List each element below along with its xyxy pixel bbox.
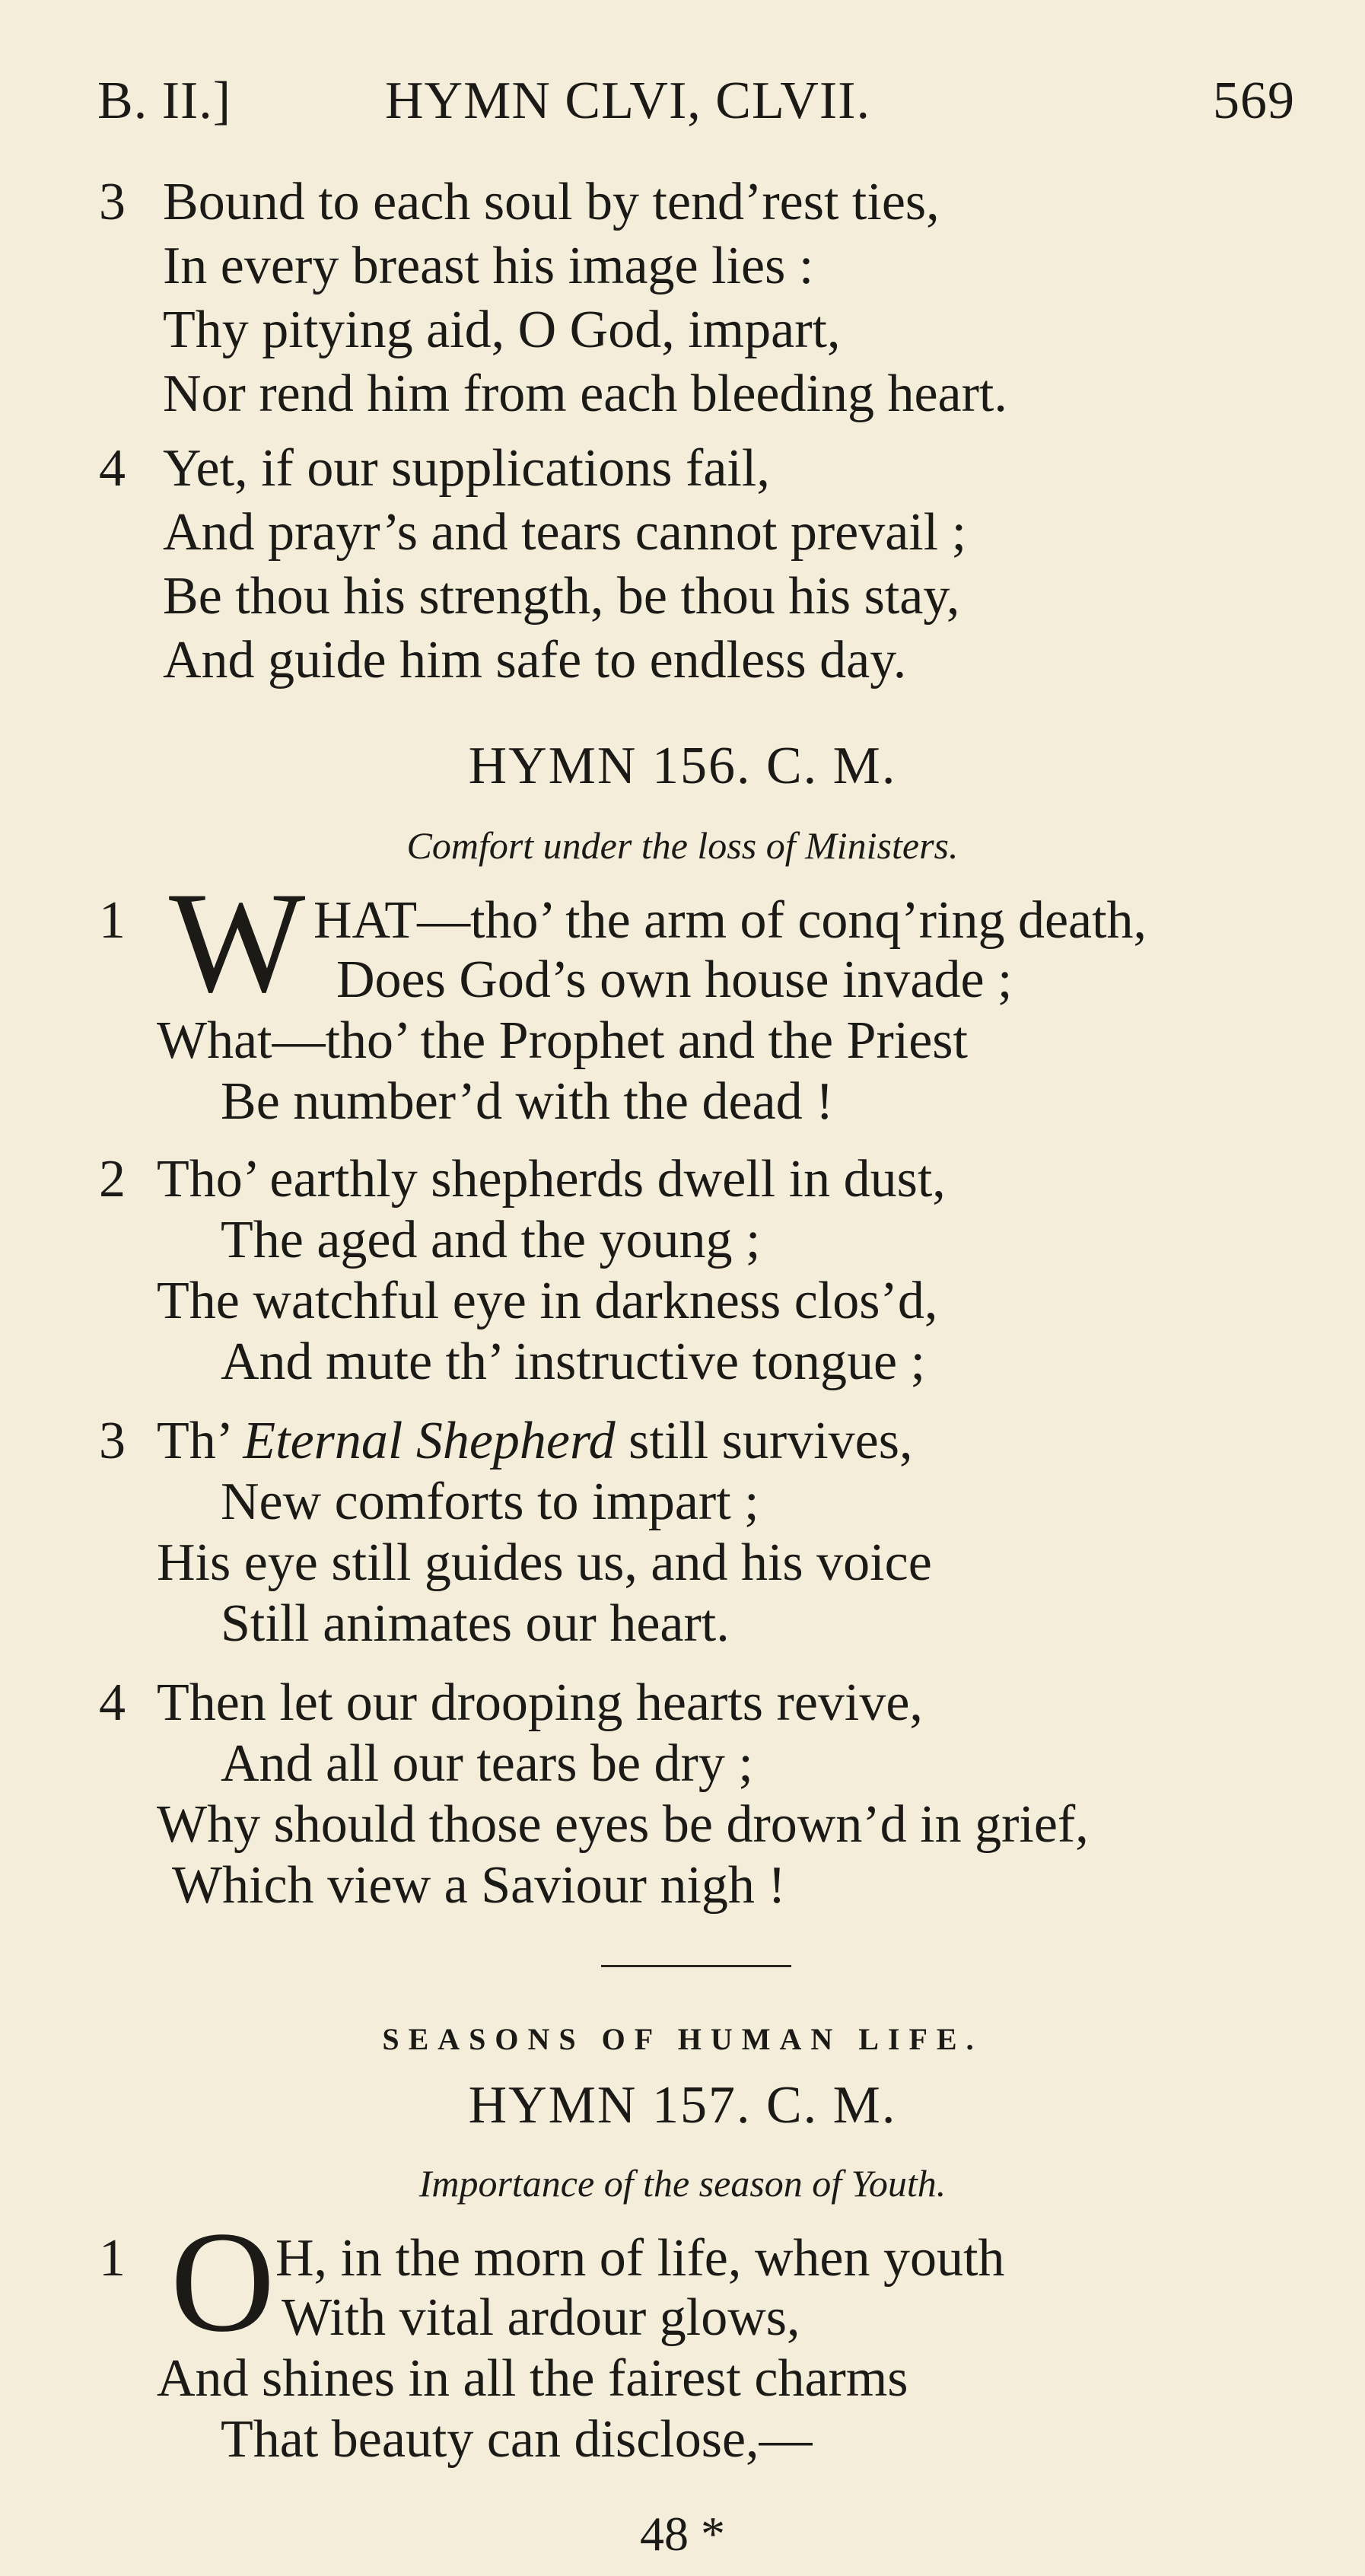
- verse-line: In every breast his image lies :: [163, 237, 814, 295]
- verse-line: Why should those eyes be drown’d in grief,: [157, 1795, 1089, 1854]
- stanza-number: 2: [99, 1150, 126, 1208]
- hymn-156-subtitle: Comfort under the loss of Ministers.: [406, 824, 959, 867]
- verse-line: What—tho’ the Prophet and the Priest: [157, 1011, 968, 1070]
- stanza-number: 3: [99, 1412, 126, 1470]
- hymn-157-subtitle: Importance of the season of Youth.: [418, 2162, 947, 2205]
- verse-line: That beauty can disclose,—: [221, 2410, 813, 2469]
- stanza-number: 4: [99, 1673, 126, 1732]
- page-number: 569: [1213, 72, 1295, 130]
- signature-mark: 48 *: [640, 2507, 725, 2561]
- verse-line: And all our tears be dry ;: [221, 1734, 753, 1793]
- verse-line: H, in the morn of life, when youth: [275, 2229, 1005, 2288]
- verse-line: And shines in all the fairest charms: [157, 2349, 908, 2408]
- verse-text: still survives,: [615, 1412, 913, 1470]
- verse-line: Bound to each soul by tend’rest ties,: [163, 173, 940, 231]
- verse-line: Does God’s own house invade ;: [336, 950, 1013, 1009]
- verse-line: HAT—tho’ the arm of conq’ring death,: [313, 891, 1147, 950]
- running-header: [97, 67, 1295, 135]
- verse-line: And mute th’ instructive tongue ;: [221, 1333, 926, 1391]
- verse-line: With vital ardour glows,: [282, 2288, 800, 2347]
- header-book-section: B. II.]: [97, 72, 232, 130]
- verse-line-mixed: [157, 1409, 912, 1473]
- verse-line: Still animates our heart.: [221, 1594, 730, 1653]
- verse-line: Then let our drooping hearts revive,: [157, 1673, 923, 1732]
- hymn-156-title: HYMN 156. C. M.: [468, 737, 897, 795]
- section-heading: SEASONS OF HUMAN LIFE.: [382, 2022, 983, 2056]
- drop-cap: O: [170, 2202, 275, 2362]
- emphasized-text: Eternal Shepherd: [243, 1412, 616, 1470]
- header-hymn-range: HYMN CLVI, CLVII.: [385, 72, 870, 130]
- verse-line: Be thou his strength, be thou his stay,: [163, 567, 960, 626]
- verse-line: Tho’ earthly shepherds dwell in dust,: [157, 1150, 946, 1208]
- verse-line: Thy pitying aid, O God, impart,: [163, 301, 841, 359]
- verse-line: Be number’d with the dead !: [221, 1072, 834, 1131]
- stanza-number: 1: [99, 2229, 126, 2288]
- verse-line: The aged and the young ;: [221, 1211, 761, 1269]
- verse-line: Yet, if our supplications fail,: [163, 439, 770, 498]
- hymn-157-title: HYMN 157. C. M.: [468, 2076, 897, 2135]
- verse-line: And guide him safe to endless day.: [163, 631, 907, 689]
- verse-line: The watchful eye in darkness clos’d,: [157, 1272, 938, 1330]
- verse-text: Th’: [157, 1412, 243, 1470]
- verse-line: His eye still guides us, and his voice: [157, 1533, 932, 1592]
- drop-cap: W: [169, 863, 306, 1023]
- verse-line: And prayr’s and tears cannot prevail ;: [163, 503, 967, 562]
- verse-line: New comforts to impart ;: [221, 1473, 759, 1531]
- stanza-number: 1: [99, 891, 126, 950]
- stanza-number: 3: [99, 173, 126, 231]
- section-divider: [601, 1965, 791, 1967]
- verse-line: Nor rend him from each bleeding heart.: [163, 365, 1007, 423]
- stanza-number: 4: [99, 439, 126, 498]
- verse-line: Which view a Saviour nigh !: [172, 1856, 786, 1915]
